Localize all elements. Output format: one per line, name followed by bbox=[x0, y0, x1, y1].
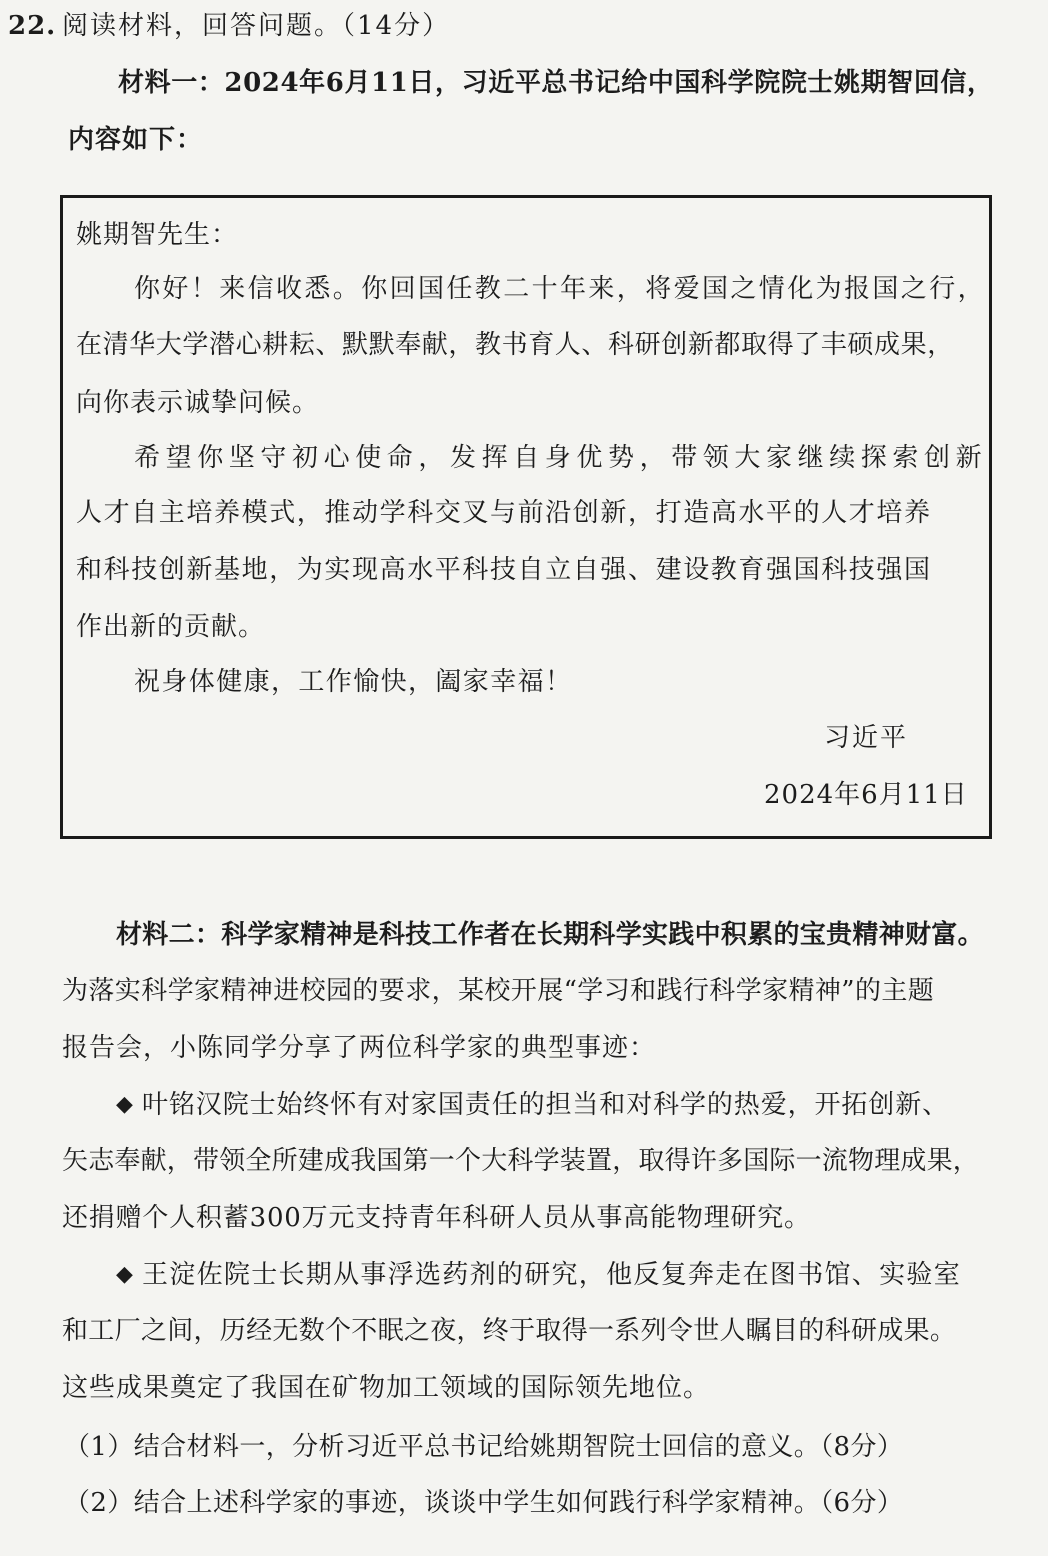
scientist-story-ye: 还捐赠个人积蓄300万元支持青年科研人员从事高能物理研究。 bbox=[62, 1203, 811, 1233]
material-two-text: 报告会，小陈同学分享了两位科学家的典型事迹： bbox=[62, 1033, 657, 1063]
scientist-story-wang: 王淀佐院士长期从事浮选药剂的研究，他反复奔走在图书馆、实验室 bbox=[142, 1260, 962, 1290]
question-prompt: 阅读材料，回答问题。（14分） bbox=[62, 11, 451, 41]
material-two-text: 为落实科学家精神进校园的要求，某校开展“学习和践行科学家精神”的主题 bbox=[62, 976, 935, 1006]
material-one-intro: 材料一：2024年6月11日，习近平总书记给中国科学院院士姚期智回信， bbox=[118, 68, 994, 98]
scientist-story-wang: 这些成果奠定了我国在矿物加工领域的国际领先地位。 bbox=[62, 1373, 711, 1403]
letter-paragraph-2: 和科技创新基地，为实现高水平科技自立自强、建设教育强国科技强国 bbox=[76, 555, 932, 585]
letter-paragraph-1: 你好！来信收悉。你回国任教二十年来，将爱国之情化为报国之行， bbox=[134, 274, 987, 304]
question-number: 22. bbox=[8, 11, 57, 41]
scientist-story-ye: 矢志奉献，带领全所建成我国第一个大科学装置，取得许多国际一流物理成果， bbox=[62, 1146, 980, 1176]
letter-signature: 习近平 bbox=[824, 723, 909, 753]
scientist-story-wang: 和工厂之间，历经无数个不眠之夜，终于取得一系列令世人瞩目的科研成果。 bbox=[62, 1316, 957, 1346]
letter-salutation: 姚期智先生： bbox=[76, 220, 239, 250]
letter-paragraph-1: 在清华大学潜心耕耘、默默奉献，教书育人、科研创新都取得了丰硕成果， bbox=[76, 330, 954, 360]
letter-paragraph-2: 作出新的贡献。 bbox=[76, 612, 266, 642]
letter-paragraph-2: 希望你坚守初心使命，发挥自身优势，带领大家继续探索创新 bbox=[134, 443, 988, 473]
bullet-icon: ◆ bbox=[116, 1092, 134, 1117]
material-one-intro-cont: 内容如下： bbox=[68, 125, 204, 155]
letter-paragraph-2: 人才自主培养模式，推动学科交叉与前沿创新，打造高水平的人才培养 bbox=[76, 498, 932, 528]
sub-question-2: （2）结合上述科学家的事迹，谈谈中学生如何践行科学家精神。（6分） bbox=[64, 1488, 904, 1518]
scientist-story-ye: 叶铭汉院士始终怀有对家国责任的担当和对科学的热爱，开拓创新、 bbox=[142, 1090, 950, 1120]
letter-closing: 祝身体健康，工作愉快，阖家幸福！ bbox=[134, 667, 573, 697]
material-two-intro: 材料二：科学家精神是科技工作者在长期科学实践中积累的宝贵精神财富。 bbox=[116, 920, 984, 950]
sub-question-1: （1）结合材料一，分析习近平总书记给姚期智院士回信的意义。（8分） bbox=[64, 1432, 904, 1462]
letter-paragraph-1: 向你表示诚挚问候。 bbox=[76, 388, 320, 418]
bullet-icon: ◆ bbox=[116, 1262, 134, 1287]
letter-date: 2024年6月11日 bbox=[764, 780, 968, 810]
